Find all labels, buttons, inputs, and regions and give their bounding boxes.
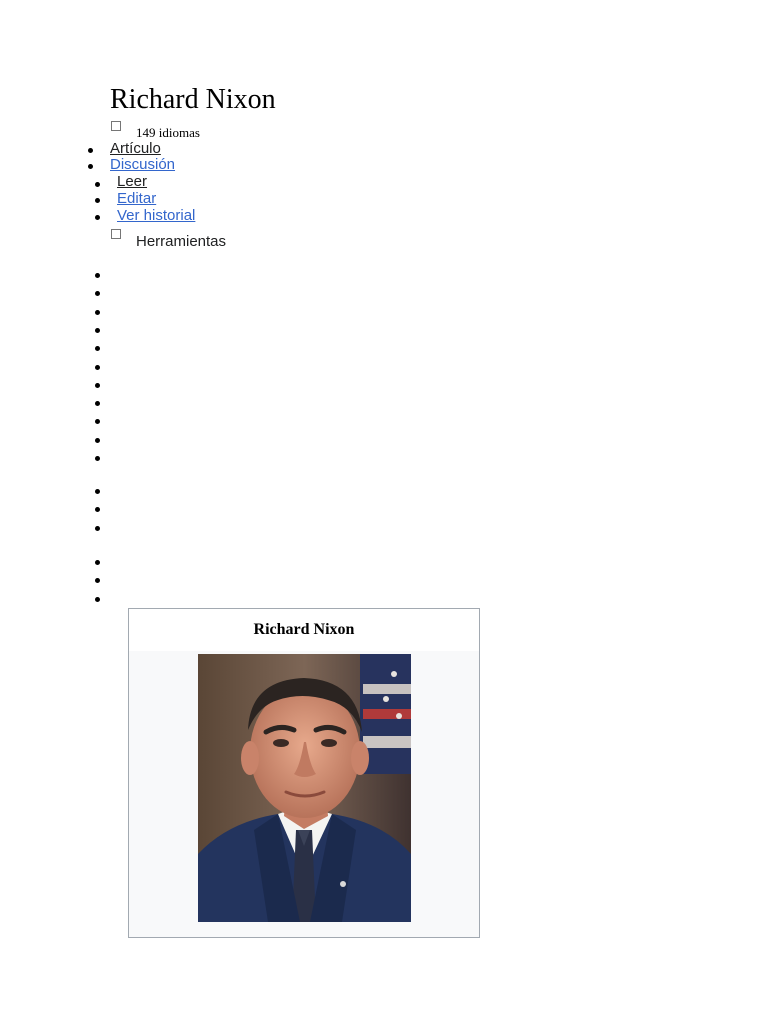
empty-list-item (95, 597, 100, 602)
empty-list-item (95, 365, 100, 370)
portrait-image[interactable] (198, 654, 411, 922)
empty-list-item (95, 273, 100, 278)
tab-ver-historial[interactable]: Ver historial (117, 207, 196, 224)
empty-list-item (95, 383, 100, 388)
tab-leer[interactable]: Leer (117, 173, 148, 190)
languages-button[interactable]: 149 idiomas (136, 125, 200, 140)
tools-checkbox-icon[interactable] (111, 229, 121, 239)
empty-list-item (95, 560, 100, 565)
empty-list-item (95, 438, 100, 443)
empty-list-item (95, 526, 100, 531)
infobox (128, 608, 480, 938)
infobox-caption: Richard Nixon (129, 609, 479, 651)
list-bullet-icon (95, 182, 100, 187)
empty-list-item (95, 310, 100, 315)
empty-list-item (95, 419, 100, 424)
list-bullet-icon (95, 198, 100, 203)
empty-list-item (95, 489, 100, 494)
empty-list-item (95, 401, 100, 406)
tools-menu-button[interactable]: Herramientas (136, 233, 227, 250)
tab-articulo[interactable]: Artículo (110, 140, 161, 157)
tab-editar[interactable]: Editar (117, 190, 157, 207)
list-bullet-icon (88, 148, 93, 153)
list-bullet-icon (95, 215, 100, 220)
empty-list-item (95, 328, 100, 333)
empty-list-item (95, 346, 100, 351)
tab-discusion[interactable]: Discusión (110, 156, 176, 173)
empty-list-item (95, 291, 100, 296)
languages-checkbox-icon[interactable] (111, 121, 121, 131)
empty-list-item (95, 578, 100, 583)
page-title: Richard Nixon (110, 84, 276, 115)
empty-list-item (95, 456, 100, 461)
empty-list-item (95, 507, 100, 512)
list-bullet-icon (88, 164, 93, 169)
